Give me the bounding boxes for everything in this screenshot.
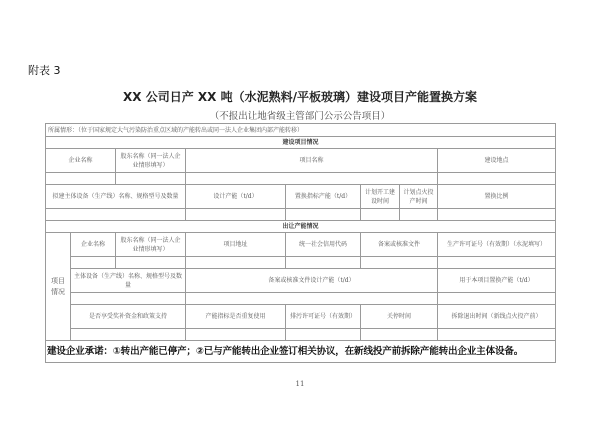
header-replacement-capacity: 置换指标产能（t/d） xyxy=(286,185,361,209)
cell-replacement-capacity xyxy=(286,209,361,221)
out-cell-enterprise-name xyxy=(71,257,116,269)
page-number: 11 xyxy=(295,380,305,388)
cell-replacement-ratio xyxy=(438,209,556,221)
header-design-capacity: 设计产能（t/d） xyxy=(186,185,286,209)
out-cell-shutdown-time xyxy=(361,329,438,341)
capacity-replacement-table xyxy=(45,123,556,363)
out-cell-indicator-reuse xyxy=(186,329,286,341)
project-situation-label: 项目情况 xyxy=(46,233,71,341)
out-header-project-address: 项目地址 xyxy=(186,233,286,257)
cell-project-name xyxy=(186,173,438,185)
out-header-capacity-for-project: 用于本项目置换产能（t/d） xyxy=(438,269,556,293)
out-header-filing-document: 备案或核准文件 xyxy=(361,233,438,257)
enterprise-commitment: 建设企业承诺：①转出产能已停产；②已与产能转出企业签订相关协议，在新线投产前拆除产能转出企业主体设备。 xyxy=(46,341,556,363)
construction-section-title: 建设项目情况 xyxy=(46,137,556,149)
header-main-equipment: 拟建主体设备（生产线）名称、规格型号及数量 xyxy=(46,185,186,209)
page-title: XX 公司日产 XX 吨（水泥熟料/平板玻璃）建设项目产能置换方案 xyxy=(123,90,477,104)
cell-enterprise-name xyxy=(46,173,116,185)
out-header-enterprise-name: 企业名称 xyxy=(71,233,116,257)
out-cell-main-equipment xyxy=(71,293,186,305)
out-header-shutdown-time: 关停时间 xyxy=(361,305,438,329)
out-cell-production-license xyxy=(438,257,556,269)
out-header-production-license: 生产许可证号（有效期）（水泥填写） xyxy=(438,233,556,257)
out-header-filed-design-capacity: 备案或核准文件设计产能（t/d） xyxy=(186,269,438,293)
out-header-discharge-permit: 排污许可证号（有效期） xyxy=(286,305,361,329)
appendix-label: 附表 3 xyxy=(28,64,61,77)
outgoing-section-title: 出让产能情况 xyxy=(46,221,556,233)
out-header-main-equipment: 主体设备（生产线）名称、规格型号及数量 xyxy=(71,269,186,293)
cell-design-capacity xyxy=(186,209,286,221)
header-project-name: 项目名称 xyxy=(186,149,438,173)
out-cell-credit-code xyxy=(286,257,361,269)
out-header-indicator-reuse: 产能指标是否重复使用 xyxy=(186,305,286,329)
out-cell-subsidy-support xyxy=(71,329,186,341)
cell-planned-start xyxy=(361,209,400,221)
out-header-credit-code: 统一社会信用代码 xyxy=(286,233,361,257)
out-header-demolition-time: 拆除退出时间（新线点火投产前） xyxy=(438,305,556,329)
cell-planned-ignition xyxy=(400,209,438,221)
situation-note: 所属情形：（位于国家规定大气污染防治重点区域的产能转出或同一法人企业集团内部产能转移） xyxy=(46,124,556,137)
out-cell-filing-document xyxy=(361,257,438,269)
cell-construction-site xyxy=(438,173,556,185)
out-header-shareholder-name: 股东名称（同一法人企业情形填写） xyxy=(116,233,186,257)
out-cell-demolition-time xyxy=(438,329,556,341)
cell-shareholder-name xyxy=(116,173,186,185)
header-replacement-ratio: 置换比例 xyxy=(438,185,556,209)
out-header-subsidy-support: 是否享受奖补资金和政策支持 xyxy=(71,305,186,329)
out-cell-capacity-for-project xyxy=(438,293,556,305)
page-subtitle: （不报出让地省级主管部门公示公告项目） xyxy=(209,111,391,122)
out-cell-discharge-permit xyxy=(286,329,361,341)
out-cell-filed-design-capacity xyxy=(186,293,438,305)
out-cell-shareholder-name xyxy=(116,257,186,269)
out-cell-project-address xyxy=(186,257,286,269)
header-enterprise-name: 企业名称 xyxy=(46,149,116,173)
header-planned-start: 计划开工建设时间 xyxy=(361,185,400,209)
cell-main-equipment xyxy=(46,209,186,221)
header-planned-ignition: 计划点火投产时间 xyxy=(400,185,438,209)
header-construction-site: 建设地点 xyxy=(438,149,556,173)
header-shareholder-name: 股东名称（同一法人企业情形填写） xyxy=(116,149,186,173)
